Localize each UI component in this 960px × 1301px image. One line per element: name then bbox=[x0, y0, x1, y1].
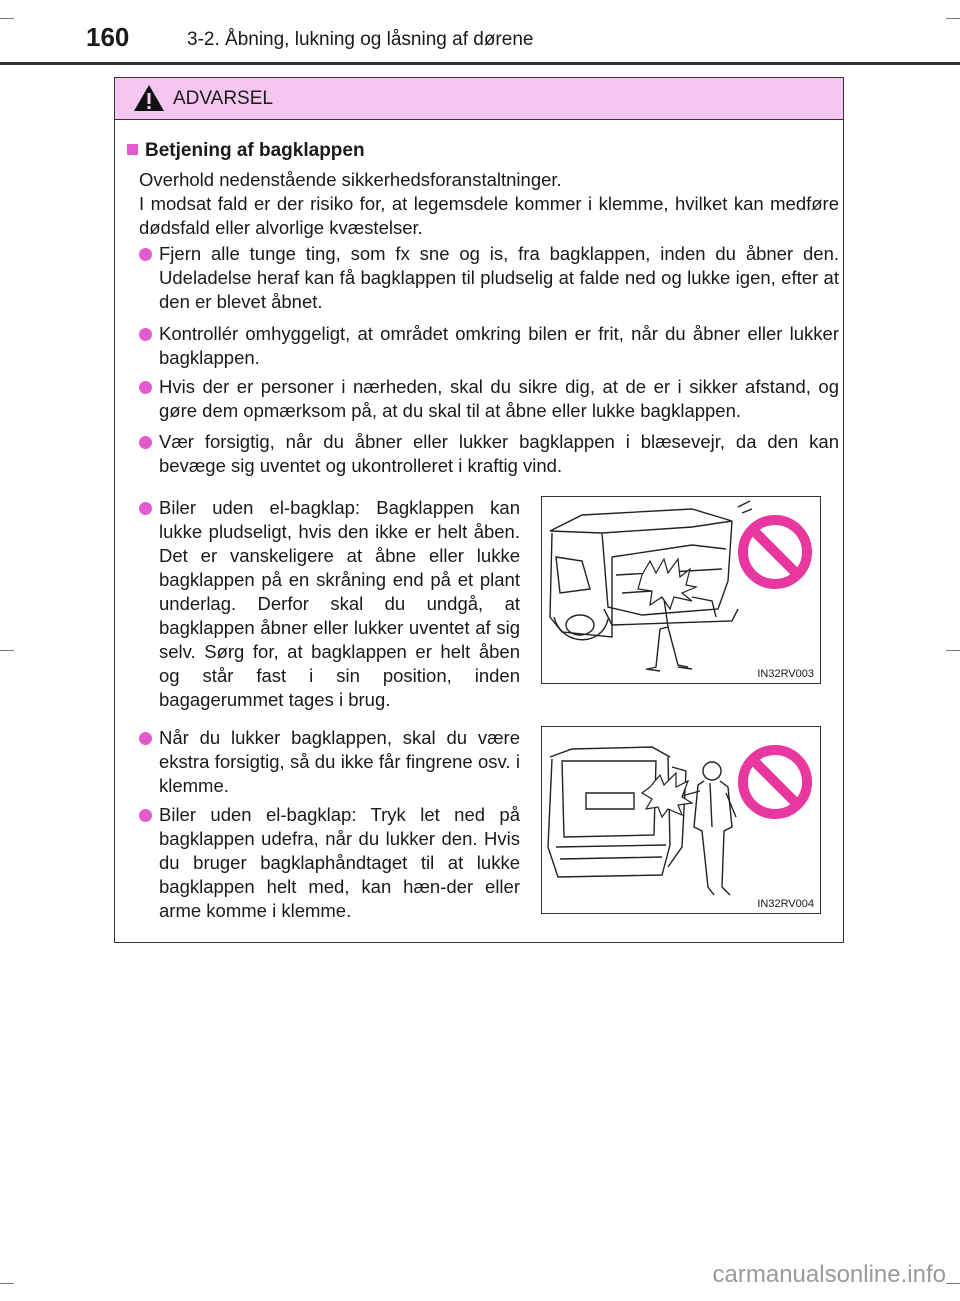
crop-mark bbox=[946, 1283, 960, 1284]
bullet-dot-icon bbox=[139, 502, 152, 515]
tailgate-closing-illustration bbox=[541, 496, 821, 684]
warning-intro bbox=[139, 168, 839, 240]
figure-code: IN32RV004 bbox=[757, 898, 814, 910]
crop-mark bbox=[0, 650, 14, 651]
tailgate-pinch-illustration bbox=[541, 726, 821, 914]
bullet-dot-icon bbox=[139, 809, 152, 822]
crop-mark bbox=[946, 650, 960, 651]
warning-header bbox=[115, 78, 843, 120]
bullet-dot-icon bbox=[139, 732, 152, 745]
list-item: Hvis der er personer i nærheden, skal du sikre dig, at de er i sikker afstand, og gøre dem opmærksom på, at du skal til at åbne eller lukke bagklappen. bbox=[139, 375, 839, 423]
warning-label: ADVARSEL bbox=[173, 88, 273, 109]
warning-triangle-icon bbox=[133, 84, 165, 112]
section-title: 3-2. Åbning, lukning og låsning af dørene bbox=[187, 29, 534, 50]
square-bullet-icon bbox=[127, 144, 138, 155]
page-header bbox=[0, 0, 960, 64]
list-item: Når du lukker bagklappen, skal du være ekstra forsigtig, så du ikke får fingrene osv. i klemme. bbox=[139, 726, 520, 798]
figure-code: IN32RV003 bbox=[757, 668, 814, 680]
bullet-dot-icon bbox=[139, 248, 152, 261]
bullet-dot-icon bbox=[139, 436, 152, 449]
intro-line: I modsat fald er der risiko for, at legemsdele kommer i klemme, hvilket kan medføre dødsfald eller alvorlige kvæstelser. bbox=[139, 193, 839, 238]
prohibition-sign-icon bbox=[743, 520, 807, 584]
list-item: Fjern alle tunge ting, som fx sne og is, fra bagklappen, inden du åbner den. Udeladelse heraf kan få bagklappen til pludselig at falde ned og lukke igen, efter at den er blevet åbnet. bbox=[139, 242, 839, 314]
header-rule bbox=[0, 62, 960, 65]
list-item: Biler uden el-bagklap: Bagklappen kan lukke pludseligt, hvis den ikke er helt åben. Det er vanskeligere at åbne eller lukke bagklappen på en skråning end på et plant underlag. Derfor skal du undgå, at bagklappen åbner eller lukker uventet af sig selv. Sørg for, at bagklappen er helt åben og står fast i sin position, inden bagagerummet tages i brug. bbox=[139, 496, 520, 712]
list-item: Kontrollér omhyggeligt, at området omkring bilen er frit, når du åbner eller lukker bagklappen. bbox=[139, 322, 839, 370]
page-number: 160 bbox=[86, 22, 130, 52]
subsection-heading: Betjening af bagklappen bbox=[127, 140, 365, 162]
car-rear-person-drawing bbox=[542, 727, 820, 913]
bullet-dot-icon bbox=[139, 328, 152, 341]
prohibition-sign-icon bbox=[743, 750, 807, 814]
bullet-dot-icon bbox=[139, 381, 152, 394]
list-item: Biler uden el-bagklap: Tryk let ned på bagklappen udefra, når du lukker den. Hvis du bruger bagklaphåndtaget til at lukke bagklappen helt med, kan hæn-der eller arme komme i klemme. bbox=[139, 803, 520, 923]
watermark: carmanualsonline.info bbox=[712, 1261, 946, 1288]
crop-mark bbox=[0, 1283, 14, 1284]
intro-line: Overhold nedenstående sikkerhedsforanstaltninger. bbox=[139, 169, 562, 190]
list-item: Vær forsigtig, når du åbner eller lukker bagklappen i blæsevejr, da den kan bevæge sig uventet og ukontrolleret i kraftig vind. bbox=[139, 430, 839, 478]
car-trunk-drawing bbox=[542, 497, 820, 683]
warning-box bbox=[114, 77, 844, 943]
